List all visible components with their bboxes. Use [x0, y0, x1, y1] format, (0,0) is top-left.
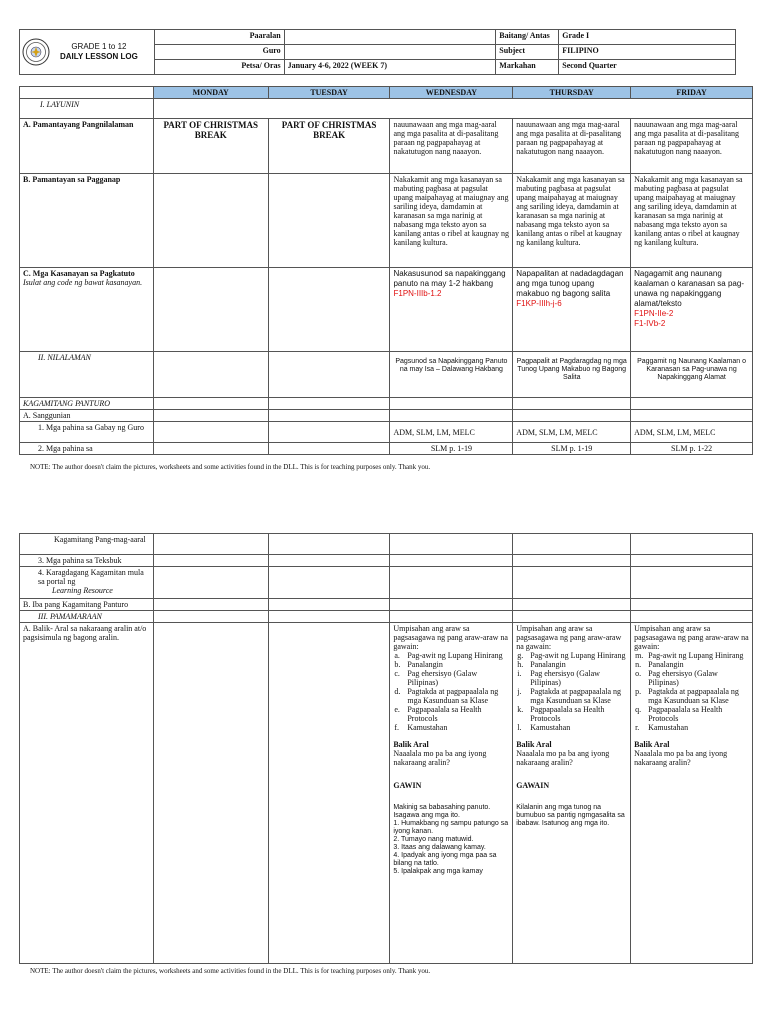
- wed-gawin: GAWIN: [393, 781, 422, 790]
- p2-r2-c2: [268, 555, 390, 567]
- section-pamamaraan: III. PAMAMARAAN: [20, 611, 154, 623]
- p2-r3-c2: [268, 567, 390, 599]
- row-c-label-cell: [20, 268, 154, 352]
- kag-empty-2: [268, 398, 390, 410]
- thu-balik-aral: Balik Aral: [516, 740, 552, 749]
- section-kagamitan: KAGAMITANG PANTURO: [20, 398, 154, 410]
- gabay-tuesday: [268, 422, 390, 443]
- p2-r3-c3: [390, 567, 513, 599]
- p2-r1-c5: [631, 534, 753, 555]
- p2-r4-c1: [153, 599, 268, 611]
- thu-routine-list: [516, 651, 627, 732]
- paaralan-value: [284, 30, 496, 45]
- wed-step-1: 1. Humakbang ng sampu patungo sa iyong kanan.: [393, 820, 509, 835]
- row-a-label: A. Pamantayang Pangnilalaman: [20, 119, 154, 174]
- nil-friday: Paggamit ng Naunang Kaalaman o Karanasan sa Pag-unawa ng Napakinggang Alamat: [631, 352, 753, 398]
- corner-cell: [20, 87, 154, 99]
- section-layunin: I. LAYUNIN: [20, 99, 154, 119]
- iba-pang-label: B. Iba pang Kagamitang Panturo: [20, 599, 154, 611]
- wed-step-2: 2. Tumayo nang matuwid.: [393, 836, 474, 843]
- c-thu-text: Napapalitan at nadadagdagan ang mga tunog upang makabuo ng bagong salita: [516, 269, 624, 298]
- paaralan-label: Paaralan: [154, 30, 284, 45]
- a-wednesday: nauunawaan ang mga mag-aaral ang mga pasalita at di-pasalitang paraan ng pagpapahayag at nakatutugon nang naaayon.: [390, 119, 513, 174]
- wed-step-3: 3. Itaas ang dalawang kamay.: [393, 844, 486, 851]
- thu-gawain-text: Kilalanin ang mga tunog na bumubuo sa pantig ngmgasalita sa ibabaw. Isatunog ang mga ito.: [516, 804, 625, 827]
- baitang-value: Grade I: [559, 30, 736, 45]
- wed-step-4: 4. Ipadyak ang iyong mga paa sa bilang na tatlo.: [393, 852, 497, 867]
- c-fri-code1: F1PN-IIe-2: [634, 309, 674, 318]
- list-item: n. Panalangin: [635, 660, 684, 669]
- p2-r5-c5: [631, 611, 753, 623]
- slm-friday: SLM p. 1-22: [631, 443, 753, 455]
- c-wednesday: [390, 268, 513, 352]
- guro-label: Guro: [154, 45, 284, 60]
- day-friday: FRIDAY: [631, 87, 753, 99]
- day-wednesday: WEDNESDAY: [390, 87, 513, 99]
- p2-r1-c4: [513, 534, 631, 555]
- kag-empty-1: [153, 398, 268, 410]
- list-item: p. Pagtakda at pagpapaalala ng mga Kasunduan sa Klase: [635, 687, 739, 705]
- wed-gawin-intro: Makinig sa babasahing panuto. Isagawa ang mga ito.: [393, 804, 491, 819]
- list-item: f. Kamustahan: [394, 723, 448, 732]
- list-item: a. Pag-awit ng Lupang Hinirang: [394, 651, 503, 660]
- sang-empty-1: [153, 410, 268, 422]
- note-page1: NOTE: The author doesn't claim the pictures, worksheets and some activities found in the DLL. This is for teaching purposes only. Thank you.: [30, 463, 431, 471]
- nil-wednesday: Pagsunod sa Napakinggang Panuto na may Isa – Dalawang Hakbang: [390, 352, 513, 398]
- c-thu-code: F1KP-IIIh-j-6: [516, 299, 562, 308]
- markahan-value: Second Quarter: [559, 60, 736, 75]
- p2-r4-c4: [513, 599, 631, 611]
- p2-r5-c1: [153, 611, 268, 623]
- fri-balik-q: Naaalala mo pa ba ang iyong nakaraang aralin?: [634, 749, 728, 767]
- kag-empty-4: [513, 398, 631, 410]
- day-tuesday: TUESDAY: [268, 87, 390, 99]
- c-wed-code: F1PN-IIIb-1.2: [393, 289, 442, 298]
- p2-r4-c2: [268, 599, 390, 611]
- list-item: g. Pag-awit ng Lupang Hinirang: [517, 651, 626, 660]
- p2-r4-c3: [390, 599, 513, 611]
- p2-r5-c2: [268, 611, 390, 623]
- b-monday: [153, 174, 268, 268]
- list-item: m. Pag-awit ng Lupang Hinirang: [635, 651, 744, 660]
- p2-r2-c4: [513, 555, 631, 567]
- thu-balik-q: Naaalala mo pa ba ang iyong nakaraang aralin?: [516, 749, 610, 767]
- kag-empty-5: [631, 398, 753, 410]
- list-item: r. Kamustahan: [635, 723, 689, 732]
- p2-r3-c5: [631, 567, 753, 599]
- wed-routine-list: [393, 651, 509, 732]
- sanggunian-label: A. Sanggunian: [20, 410, 154, 422]
- fri-intro: Umpisahan ang araw sa pagsasagawa ng pang araw-araw na gawain:: [634, 624, 749, 651]
- c-monday: [153, 268, 268, 352]
- deped-seal-icon: [22, 38, 50, 66]
- row-c-label: C. Mga Kasanayan sa Pagkatuto: [23, 269, 135, 278]
- p2-r3-c1: [153, 567, 268, 599]
- kag-pang-magaaral: Kagamitang Pang-mag-aaral: [20, 534, 154, 555]
- p2-r2-c3: [390, 555, 513, 567]
- balik-wednesday: [390, 623, 513, 964]
- slm-monday: [153, 443, 268, 455]
- list-item: i. Pag ehersisyo (Galaw Pilipinas): [517, 669, 600, 687]
- b-friday: Nakakamit ang mga kasanayan sa mabuting pagbasa at pagsulat upang maipahayag at maiugnay ang sariling ideya, damdamin at karanasan sa mga narinig at nabasang mga teksto ayon sa kanilang antas o ribel at kaugnay ng kanilang kultura.: [631, 174, 753, 268]
- list-item: l. Kamustahan: [517, 723, 571, 732]
- fri-balik-aral: Balik Aral: [634, 740, 670, 749]
- thu-gawain: GAWAIN: [516, 781, 550, 790]
- header: [19, 29, 736, 75]
- p2-r4-c5: [631, 599, 753, 611]
- nil-tuesday: [268, 352, 390, 398]
- sang-empty-2: [268, 410, 390, 422]
- wed-intro: Umpisahan ang araw sa pagsasagawa ng pang araw-araw na gawain:: [393, 624, 508, 651]
- list-item: d. Pagtakda at pagpapaalala ng mga Kasunduan sa Klase: [394, 687, 499, 705]
- gabay-label: 1. Mga pahina sa Gabay ng Guro: [20, 422, 154, 443]
- balik-aral-label: A. Balik- Aral sa nakaraang aralin at/o pagsisimula ng bagong aralin.: [20, 623, 154, 964]
- karagdagang-cell: [20, 567, 154, 599]
- wed-balik-q: Naaalala mo pa ba ang iyong nakaraang aralin?: [393, 749, 487, 767]
- c-fri-text: Nagagamit ang naunang kaalaman o karanasan sa pag-unawa ng napakinggang alamat/teksto: [634, 269, 744, 308]
- list-item: k. Pagpapaalala sa Health Protocols: [517, 705, 605, 723]
- list-item: j. Pagtakda at pagpapaalala ng mga Kasunduan sa Klase: [517, 687, 622, 705]
- p2-r5-c3: [390, 611, 513, 623]
- slm-wednesday: SLM p. 1-19: [390, 443, 513, 455]
- b-thursday: Nakakamit ang mga kasanayan sa mabuting pagbasa at pagsulat upang maipahayag at maiugnay ang sariling ideya, damdamin at karanasan sa mga narinig at nabasang mga teksto ayon sa kanilang antas o ribel at kaugnay ng kanilang kultura.: [513, 174, 631, 268]
- subject-value: FILIPINO: [559, 45, 736, 60]
- row-b-label: B. Pamantayan sa Pagganap: [20, 174, 154, 268]
- c-wed-text: Nakasusunod sa napakinggang panuto na may 1-2 hakbang: [393, 269, 506, 288]
- guro-value: [284, 45, 496, 60]
- list-item: q. Pagpapaalala sa Health Protocols: [635, 705, 723, 723]
- list-item: o. Pag ehersisyo (Galaw Pilipinas): [635, 669, 718, 687]
- c-fri-code2: F1-IVb-2: [634, 319, 666, 328]
- a-thursday: nauunawaan ang mga mag-aaral ang mga pasalita at di-pasalitang paraan ng pagpapahayag at nakatutugon nang naaayon.: [513, 119, 631, 174]
- p2-r1-c2: [268, 534, 390, 555]
- row-c-sub: Isulat ang code ng bawat kasanayan.: [23, 278, 143, 287]
- note-page2: NOTE: The author doesn't claim the pictures, worksheets and some activities found in the DLL. This is for teaching purposes only. Thank you.: [30, 967, 431, 975]
- wed-balik-aral: Balik Aral: [393, 740, 429, 749]
- header-logo-cell: [20, 30, 155, 75]
- gabay-monday: [153, 422, 268, 443]
- break-tuesday: PART OF CHRISTMAS BREAK: [268, 119, 390, 174]
- a-friday: nauunawaan ang mga mag-aaral ang mga pasalita at di-pasalitang paraan ng pagpapahayag at nakatutugon nang naaayon.: [631, 119, 753, 174]
- p2-r1-c1: [153, 534, 268, 555]
- sang-empty-4: [513, 410, 631, 422]
- p2-r5-c4: [513, 611, 631, 623]
- c-thursday: [513, 268, 631, 352]
- wed-step-5: 5. Ipalakpak ang mga kamay: [393, 868, 483, 875]
- slm-thursday: SLM p. 1-19: [513, 443, 631, 455]
- sang-empty-5: [631, 410, 753, 422]
- kag-empty-3: [390, 398, 513, 410]
- p2-r2-c5: [631, 555, 753, 567]
- sang-empty-3: [390, 410, 513, 422]
- karagdagang-label: 4. Karagdagang Kagamitan mula sa portal ng: [38, 568, 144, 586]
- lesson-table-page1: [19, 86, 753, 455]
- b-wednesday: Nakakamit ang mga kasanayan sa mabuting pagbasa at pagsulat upang maipahayag at maiugnay ang sariling ideya, damdamin at karanasan sa mga narinig at nabasang mga teksto ayon sa kanilang antas o ribel at kaugnay ng kanilang kultura.: [390, 174, 513, 268]
- p2-r2-c1: [153, 555, 268, 567]
- balik-tuesday: [268, 623, 390, 964]
- learning-resource-label: Learning Resource: [52, 586, 113, 595]
- teksbuk-label: 3. Mga pahina sa Teksbuk: [20, 555, 154, 567]
- b-tuesday: [268, 174, 390, 268]
- balik-thursday: [513, 623, 631, 964]
- petsa-label: Petsa/ Oras: [154, 60, 284, 75]
- gabay-wednesday: ADM, SLM, LM, MELC: [390, 422, 513, 443]
- day-thursday: THURSDAY: [513, 87, 631, 99]
- fri-routine-list: [634, 651, 749, 732]
- balik-friday: [631, 623, 753, 964]
- markahan-label: Markahan: [496, 60, 559, 75]
- petsa-value: January 4-6, 2022 (WEEK 7): [284, 60, 496, 75]
- balik-monday: [153, 623, 268, 964]
- layunin-empty: [153, 99, 752, 119]
- lesson-table-page2: [19, 533, 753, 964]
- baitang-label: Baitang/ Antas: [496, 30, 559, 45]
- nil-thursday: Pagpapalit at Pagdaragdag ng mga Tunog Upang Makabuo ng Bagong Salita: [513, 352, 631, 398]
- break-monday: PART OF CHRISTMAS BREAK: [153, 119, 268, 174]
- mga-pahina-label: 2. Mga pahina sa: [20, 443, 154, 455]
- thu-intro: Umpisahan ang araw sa pagsasagawa ng pang araw-araw na gawain:: [516, 624, 622, 651]
- dll-title: DAILY LESSON LOG: [60, 52, 138, 61]
- c-friday: [631, 268, 753, 352]
- list-item: h. Panalangin: [517, 660, 566, 669]
- subject-label: Subject: [496, 45, 559, 60]
- list-item: e. Pagpapaalala sa Health Protocols: [394, 705, 482, 723]
- c-tuesday: [268, 268, 390, 352]
- section-nilalaman: II. NILALAMAN: [20, 352, 154, 398]
- grade-line: GRADE 1 to 12: [71, 42, 127, 51]
- day-monday: MONDAY: [153, 87, 268, 99]
- p2-r1-c3: [390, 534, 513, 555]
- list-item: b. Panalangin: [394, 660, 443, 669]
- gabay-thursday: ADM, SLM, LM, MELC: [513, 422, 631, 443]
- gabay-friday: ADM, SLM, LM, MELC: [631, 422, 753, 443]
- p2-r3-c4: [513, 567, 631, 599]
- slm-tuesday: [268, 443, 390, 455]
- list-item: c. Pag ehersisyo (Galaw Pilipinas): [394, 669, 478, 687]
- nil-monday: [153, 352, 268, 398]
